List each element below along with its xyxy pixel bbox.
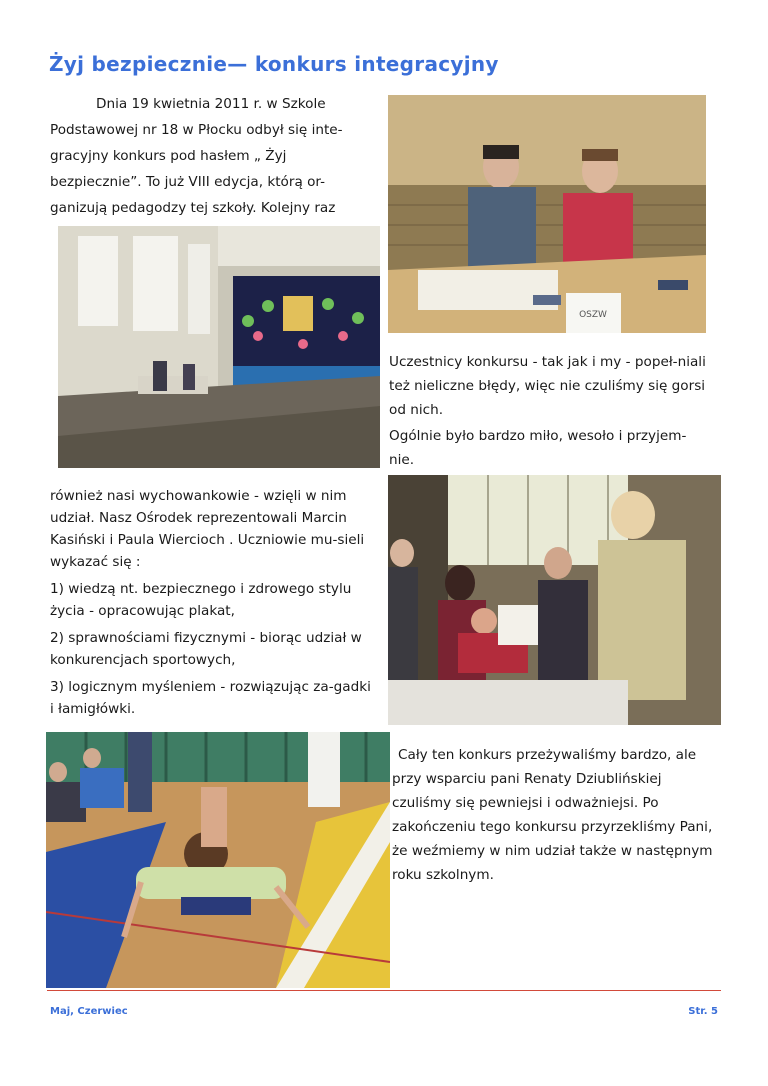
participants-at-table-photo (388, 95, 706, 333)
task-item: 1) wiedzą nt. bezpiecznego i zdrowego stylu życia - opracowując plakat, (50, 581, 352, 619)
table-sign-text: OSZW (579, 310, 607, 320)
intro-paragraph: Dnia 19 kwietnia 2011 r. w Szkole Podstawowej nr 18 w Płocku odbył się inte-gracyjny konkurs pod hasłem „ Żyj bezpiecznie”. To już VIII edycja, którą or-ganizują pedagodzy tej szkoły. Kolejny raz (50, 96, 343, 216)
task-item: 3) logicznym myśleniem - rozwiązując za-gadki i łamigłówki. (50, 679, 371, 717)
right-column-text: Uczestnicy konkursu - tak jak i my - popeł-niali też nieliczne błędy, więc nie czuliśmy się gorsi od nich. Ogólnie było bardzo miło, wesoło i przyjem-nie. (389, 354, 706, 468)
sports-competition-photo (46, 732, 390, 988)
participants-and-tasks: również nasi wychowankowie - wzięli w nim udział. Nasz Ośrodek reprezentowali Marcin Kasiński i Paula Wiercioch . Uczniowie mu-sieli wykazać się : 1) wiedzą nt. bezpiecznego i zdrowego stylu życia - opracowując plakat, 2) sprawnościami fizycznymi - biorąc udział w konkurencjach sportowych, 3) logicznym myśleniem - rozwiązując za-gadki i łamigłówki. (50, 485, 372, 725)
closing-paragraph: Cały ten konkurs przeżywaliśmy bardzo, ale przy wsparciu pani Renaty Dziublińskiej czuliśmy się pewniejsi i odważniejsi. Po zakończeniu tego konkursu przyrzekliśmy Pani, że weźmiemy w nim udział także w następnym roku szkolnym. (392, 747, 713, 883)
article-title: Żyj bezpiecznie— konkurs integracyjny (49, 52, 499, 76)
gym-hall-photo (58, 226, 380, 468)
footer-divider (47, 990, 721, 991)
footer-issue: Maj, Czerwiec (50, 1006, 128, 1017)
group-work-photo (388, 475, 721, 725)
task-item: 2) sprawnościami fizycznymi - biorąc udział w konkurencjach sportowych, (50, 630, 362, 668)
page-number: Str. 5 (688, 1006, 718, 1017)
